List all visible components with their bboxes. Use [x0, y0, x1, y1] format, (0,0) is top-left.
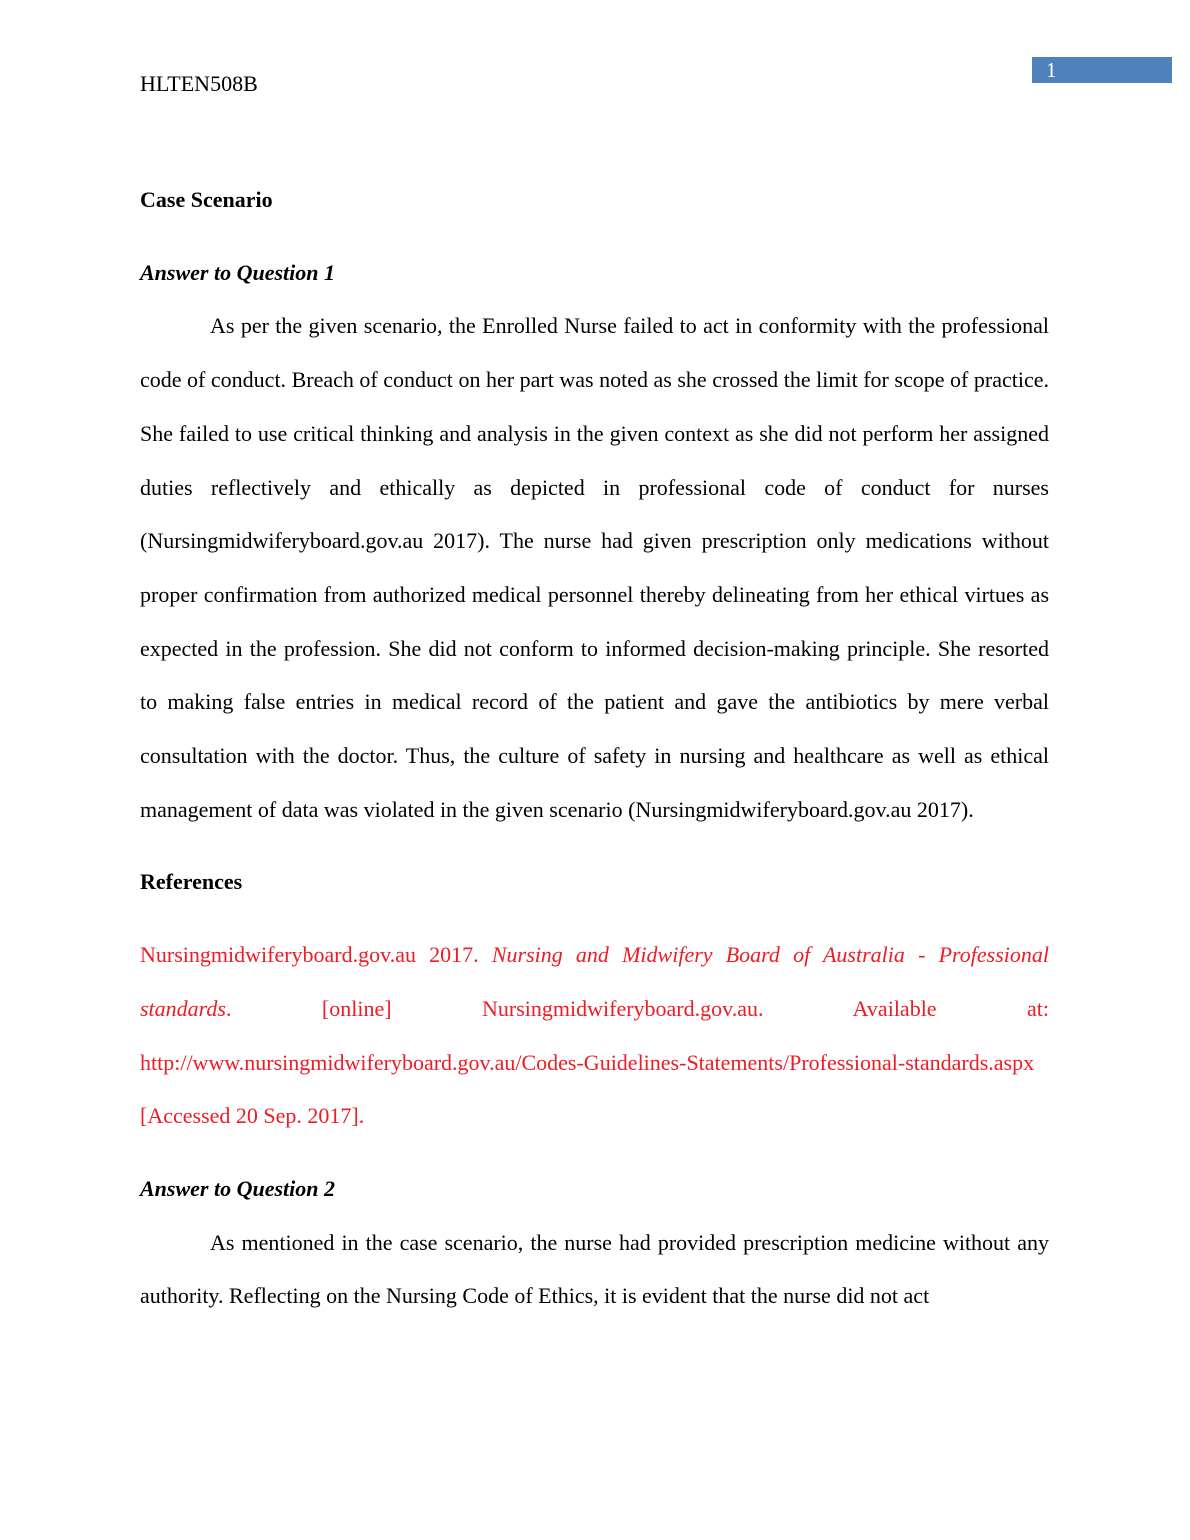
page-number-badge: [1032, 57, 1172, 83]
spacer: [140, 909, 1049, 928]
question-2-heading: Answer to Question 2: [140, 1175, 335, 1201]
question-1-heading: Answer to Question 1: [140, 259, 335, 285]
section-title: Case Scenario: [140, 187, 273, 212]
reference-author-year: Nursingmidwiferyboard.gov.au 2017.: [140, 942, 479, 968]
references-heading: References: [140, 869, 243, 895]
question-2-answer: As mentioned in the case scenario, the nurse had provided prescription medicine without any authority. Reflecting on the Nursing Code of Ethics, it is evident that the nurse did not act: [140, 1229, 1049, 1309]
reference-title: Nursing and Midwifery Board of Australia - Professional standards: [140, 942, 1049, 1021]
running-head: HLTEN508B: [140, 71, 258, 96]
reference-entry: [140, 928, 1049, 1143]
reference-details: . [online] Nursingmidwiferyboard.gov.au. Available at: http://www.nursingmidwiferyboard.gov.au/Codes-Guidelines-Statements/Professional-standards.aspx [Accessed 20 Sep. 2017].: [140, 995, 1049, 1129]
question-1-answer: As per the given scenario, the Enrolled Nurse failed to act in conformity with the professional code of conduct. Breach of conduct on her part was noted as she crossed the limit for scope of practice. She failed to use critical thinking and analysis in the given context as she did not perform her assigned duties reflectively and ethically as depicted in professional code of conduct for nurses (Nursingmidwiferyboard.gov.au 2017). The nurse had given prescription only medications without proper confirmation from authorized medical personnel thereby delineating from her ethical virtues as expected in the profession. She did not conform to informed decision-making principle. She resorted to making false entries in medical record of the patient and gave the antibiotics by mere verbal consultation with the doctor. Thus, the culture of safety in nursing and healthcare as well as ethical management of data was violated in the given scenario (Nursingmidwiferyboard.gov.au 2017).: [140, 313, 1049, 822]
document-body: [140, 173, 1049, 1323]
page-number: 1: [1046, 58, 1057, 82]
spacer: [140, 1143, 1049, 1162]
spacer: [140, 227, 1049, 246]
spacer: [140, 836, 1049, 855]
